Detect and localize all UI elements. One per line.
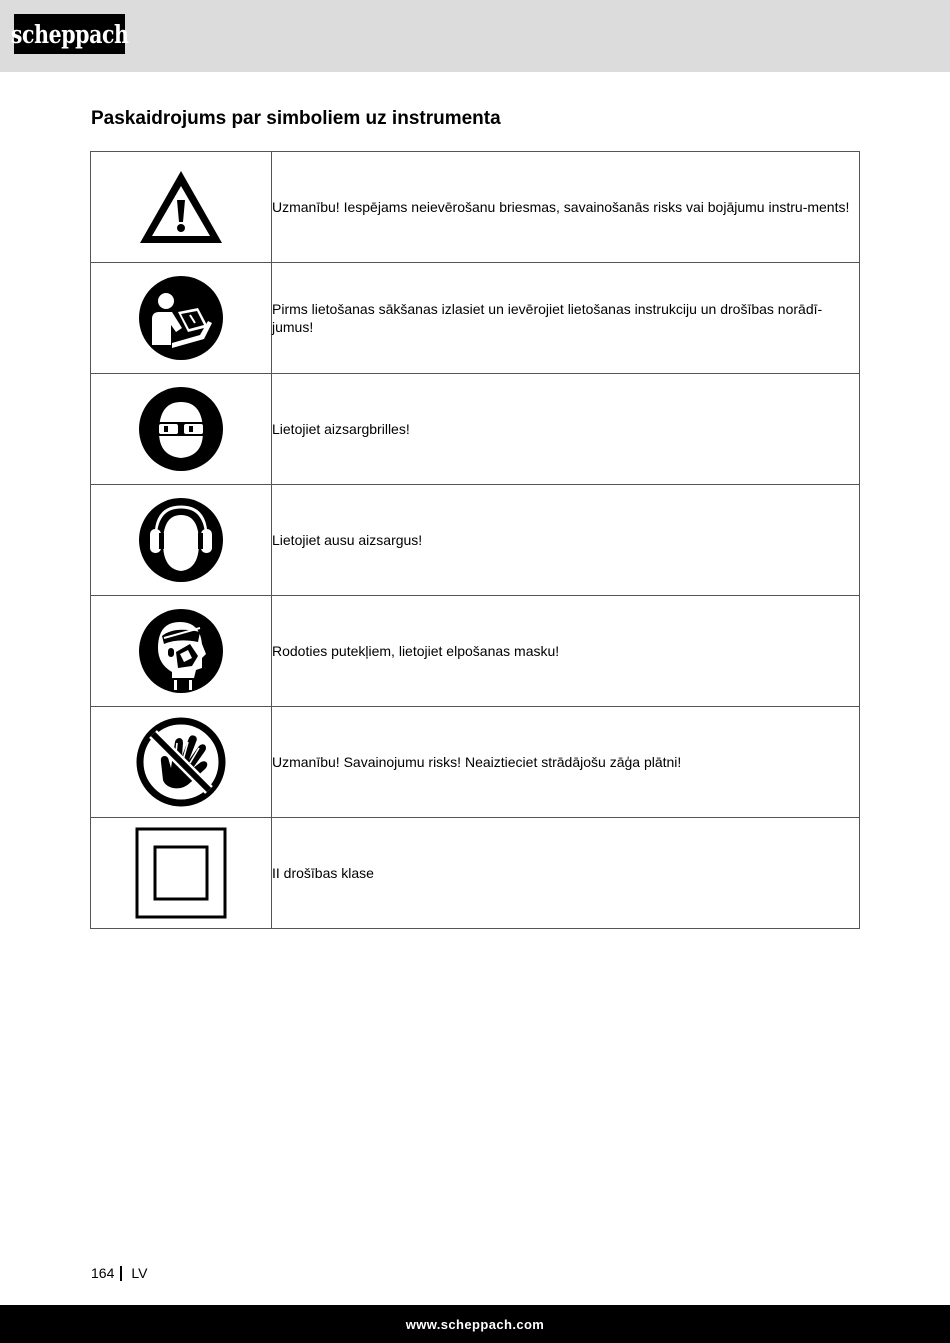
page-number: 164 — [91, 1265, 115, 1281]
icon-cell — [91, 707, 272, 818]
table-row — [91, 596, 860, 707]
warning-triangle-icon — [136, 167, 226, 247]
read-manual-icon — [138, 275, 224, 361]
icon-cell — [91, 818, 272, 929]
icon-cell — [91, 485, 272, 596]
page-footer — [91, 1265, 147, 1281]
symbol-description: Lietojiet ausu aizsargus! — [272, 485, 860, 596]
icon-cell — [91, 263, 272, 374]
website-link[interactable]: www.scheppach.com — [405, 1316, 545, 1332]
page-title: Paskaidrojums par simboliem uz instrumenta — [91, 108, 501, 129]
no-hands-icon — [135, 716, 227, 808]
icon-cell — [91, 152, 272, 263]
symbol-description: Uzmanību! Iespējams neievērošanu briesmas, savainošanās risks vai bojājumu instru-ments! — [272, 152, 860, 263]
table-row — [91, 818, 860, 929]
symbol-description: II drošības klase — [272, 818, 860, 929]
header-band — [0, 0, 950, 72]
icon-cell — [91, 596, 272, 707]
safety-goggles-icon — [138, 386, 224, 472]
table-row — [91, 374, 860, 485]
table-row — [91, 263, 860, 374]
protection-class-2-icon — [135, 827, 227, 919]
footer-band — [0, 1305, 950, 1343]
symbol-description: Uzmanību! Savainojumu risks! Neaiztieciet strādājošu zāģa plātni! — [272, 707, 860, 818]
symbol-description: Rodoties putekļiem, lietojiet elpošanas masku! — [272, 596, 860, 707]
table-row — [91, 485, 860, 596]
symbol-description: Pirms lietošanas sākšanas izlasiet un ievērojiet lietošanas instrukciju un drošības norādī-jumus! — [272, 263, 860, 374]
table-row — [91, 707, 860, 818]
language-code: LV — [131, 1265, 148, 1281]
symbol-description: Lietojiet aizsargbrilles! — [272, 374, 860, 485]
ear-protection-icon — [138, 497, 224, 583]
icon-cell — [91, 374, 272, 485]
table-row — [91, 152, 860, 263]
symbols-table — [90, 151, 860, 929]
page-separator — [120, 1266, 122, 1281]
respirator-mask-icon — [138, 608, 224, 694]
scheppach-logo: scheppach — [14, 14, 125, 54]
